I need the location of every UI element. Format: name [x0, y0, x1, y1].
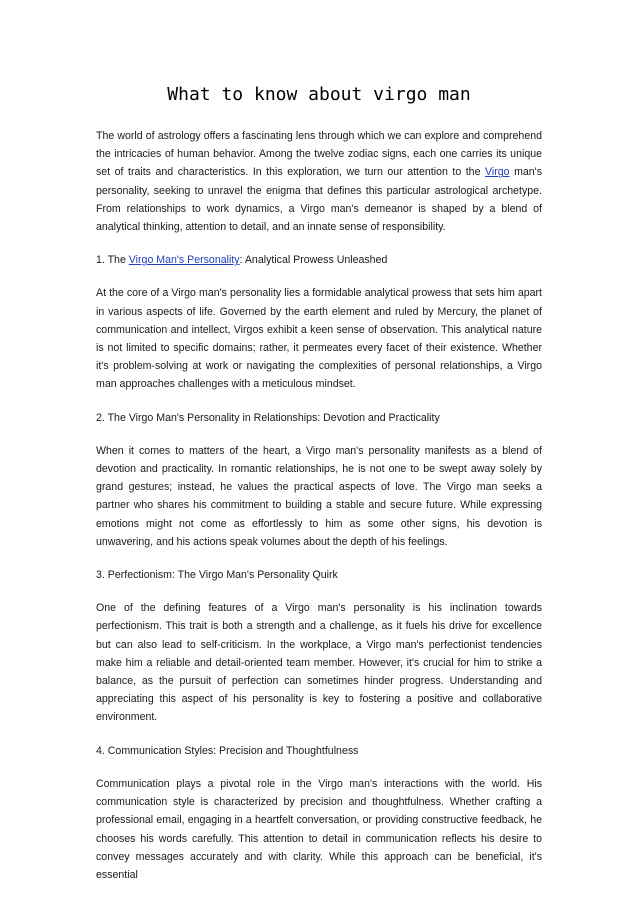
article-body	[96, 127, 542, 899]
section-2-heading: 2. The Virgo Man's Personality in Relationships: Devotion and Practicality	[96, 411, 440, 424]
section-4-body: Communication plays a pivotal role in the Virgo man's interactions with the world. His communication style is characterized by precision and thoughtfulness. Whether crafting a professional email, engaging in a heartfelt conversation, or providing constructive feedback, he chooses his words carefully. This attention to detail in communication reflects his desire to convey messages accurately and with clarity. While this approach can be beneficial, it's essential	[96, 777, 542, 881]
section-3-heading: 3. Perfectionism: The Virgo Man's Personality Quirk	[96, 569, 338, 582]
section-4-heading: 4. Communication Styles: Precision and Thoughtfulness	[96, 744, 359, 757]
intro-paragraph	[96, 127, 542, 236]
section-1-heading-prefix: 1. The	[96, 254, 129, 267]
intro-text-after: man's personality, seeking to unravel the enigma that defines this particular astrological archetype. From relationships to work dynamics, a Virgo man's demeanor is shaped by a blend of analytical thinking, attention to detail, and an innate sense of responsibility.	[96, 166, 542, 234]
virgo-link[interactable]: Virgo	[485, 166, 510, 179]
page-title: What to know about virgo man	[167, 84, 471, 105]
section-1-heading-suffix: : Analytical Prowess Unleashed	[239, 254, 388, 267]
section-1-heading	[96, 251, 542, 269]
section-3-body: One of the defining features of a Virgo man's personality is his inclination towards perfectionism. This trait is both a strength and a challenge, as it fuels his drive for excellence but can also lead to self-criticism. In the workplace, a Virgo man's perfectionist tendencies make him a reliable and detail-oriented team member. However, it's crucial for him to strike a balance, as the pursuit of perfection can sometimes hinder progress. Understanding and appreciating this aspect of his personality is key to fostering a positive and collaborative environment.	[96, 602, 542, 724]
virgo-mans-personality-link[interactable]: Virgo Man's Personality	[128, 254, 240, 267]
intro-text-before: The world of astrology offers a fascinating lens through which we can explore and comprehend the intricacies of human behavior. Among the twelve zodiac signs, each one carries its unique set of traits and characteristics. In this exploration, we turn our attention to the	[96, 130, 542, 179]
section-2-body: When it comes to matters of the heart, a Virgo man's personality manifests as a blend of devotion and practicality. In romantic relationships, he is not one to be swept away solely by grand gestures; instead, he values the practical aspects of love. The Virgo man seeks a partner who shares his commitment to building a stable and secure future. While expressing emotions might not come as effortlessly to him as some other signs, his devotion is unwavering, and his actions speak volumes about the depth of his feelings.	[96, 444, 542, 548]
section-1-body: At the core of a Virgo man's personality lies a formidable analytical prowess that sets him apart in various aspects of life. Governed by the earth element and ruled by Mercury, the planet of communication and intellect, Virgos exhibit a keen sense of observation. This analytical nature is not limited to specific domains; rather, it permeates every facet of their existence. Whether it's problem-solving at work or navigating the complexities of personal relationships, a Virgo man approaches challenges with a meticulous mindset.	[96, 287, 542, 391]
